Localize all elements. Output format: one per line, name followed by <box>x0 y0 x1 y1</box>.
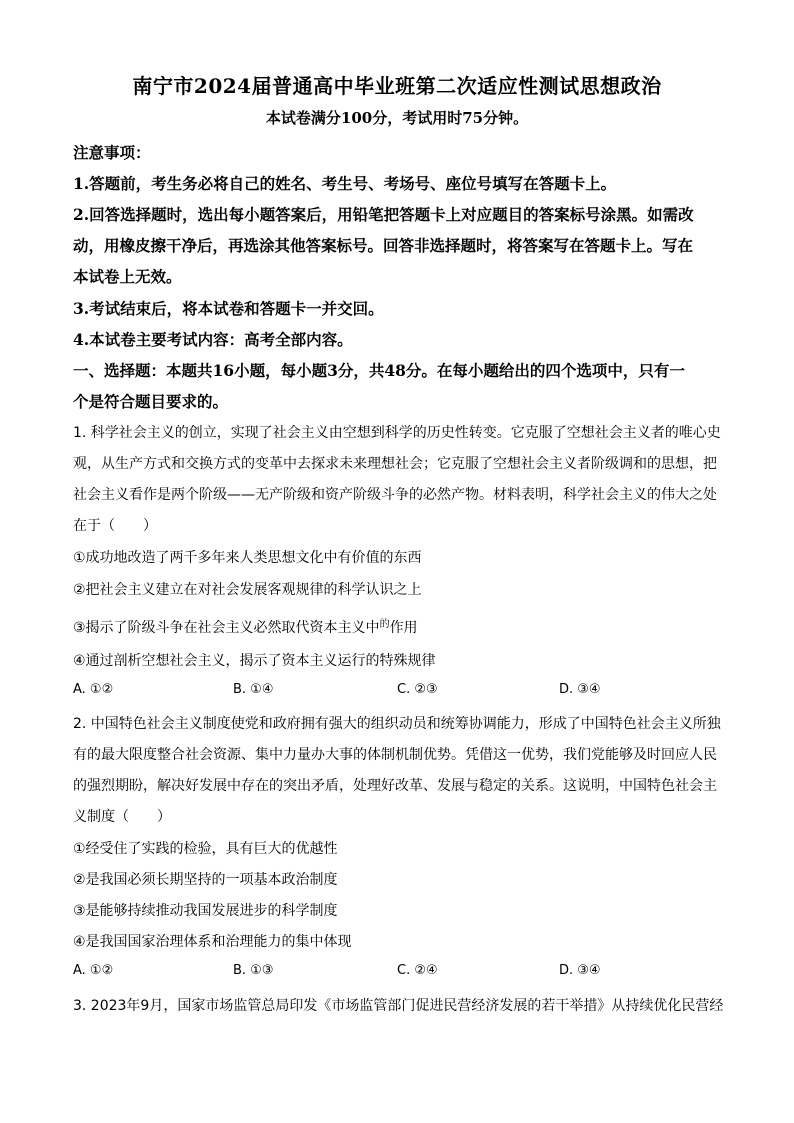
q1-stem: 1. 科学社会主义的创立，实现了社会主义由空想到科学的历史性转变。它克服了空想社会主义者的唯心史 <box>73 425 721 441</box>
note-line: 本试卷上无效。 <box>73 267 182 286</box>
q2-item-1: ①经受住了实践的检验，具有巨大的优越性 <box>73 841 338 857</box>
q2-option-b: B. ①③ <box>233 963 274 978</box>
q1-item-2: ②把社会主义建立在对社会发展客观规律的科学认识之上 <box>73 582 422 598</box>
q1-option-c: C. ②③ <box>397 682 438 697</box>
q1-option-b: B. ①④ <box>233 682 274 697</box>
q2-item-2: ②是我国必须长期坚持的一项基本政治制度 <box>73 872 338 888</box>
q1-stem: 社会主义看作是两个阶级——无产阶级和资产阶级斗争的必然产物。材料表明，科学社会主义的伟大之处 <box>73 487 717 503</box>
note-line: 1.答题前，考生务必将自己的姓名、考生号、考场号、座位号填写在答题卡上。 <box>73 174 617 193</box>
notes-heading: 注意事项： <box>73 143 151 162</box>
q2-option-d: D. ③④ <box>559 963 601 978</box>
q2-item-3: ③是能够持续推动我国发展进步的科学制度 <box>73 903 338 919</box>
exam-subtitle: 本试卷满分100分，考试用时75分钟。 <box>265 109 529 127</box>
q2-stem: 的强烈期盼，解决好发展中存在的突出矛盾，处理好改革、发展与稳定的关系。这说明，中国特色社会主 <box>73 778 717 794</box>
q2-stem: 义制度（ ） <box>73 809 171 825</box>
q2-stem: 2. 中国特色社会主义制度使党和政府拥有强大的组织动员和统筹协调能力，形成了中国特色社会主义所独 <box>73 716 721 732</box>
section-heading-cont: 个是符合题目要求的。 <box>73 392 229 411</box>
q1-stem: 观，从生产方式和交换方式的变革中去探求未来理想社会；它克服了空想社会主义者阶级调和的思想，把 <box>73 456 717 472</box>
q1-item-3-text: ③揭示了阶级斗争在社会主义必然取代资本主义中 <box>73 620 380 636</box>
q1-item-1: ①成功地改造了两千多年来人类思想文化中有价值的东西 <box>73 550 422 566</box>
q1-item-3-sup: 的 <box>379 619 390 630</box>
note-line: 动，用橡皮擦干净后，再选涂其他答案标号。回答非选择题时，将答案写在答题卡上。写在 <box>73 236 694 255</box>
note-line: 3.考试结束后，将本试卷和答题卡一并交回。 <box>73 299 384 318</box>
q2-stem: 有的最大限度整合社会资源、集中力量办大事的体制机制优势。凭借这一优势，我们党能够及时回应人民 <box>73 747 717 763</box>
q1-option-a: A. ①② <box>73 682 114 697</box>
note-line: 4.本试卷主要考试内容：高考全部内容。 <box>73 330 353 349</box>
section-heading: 一、选择题：本题共16小题，每小题3分，共48分。在每小题给出的四个选项中，只有一 <box>73 361 685 380</box>
exam-title: 南宁市2024届普通高中毕业班第二次适应性测试思想政治 <box>132 74 662 98</box>
q2-option-c: C. ②④ <box>397 963 438 978</box>
q1-stem: 在于（ ） <box>73 518 157 534</box>
q2-option-a: A. ①② <box>73 963 114 978</box>
q1-item-3 <box>73 615 418 637</box>
q2-item-4: ④是我国国家治理体系和治理能力的集中体现 <box>73 934 352 950</box>
q1-option-d: D. ③④ <box>559 682 601 697</box>
q3-stem: 3. 2023年9月，国家市场监管总局印发《市场监管部门促进民营经济发展的若干举措》从持续优化民营经 <box>73 998 724 1014</box>
note-line: 2.回答选择题时，选出每小题答案后，用铅笔把答题卡上对应题目的答案标号涂黑。如需改 <box>73 205 694 224</box>
q1-item-3-tail: 作用 <box>389 620 418 636</box>
q1-item-4: ④通过剖析空想社会主义，揭示了资本主义运行的特殊规律 <box>73 653 436 669</box>
